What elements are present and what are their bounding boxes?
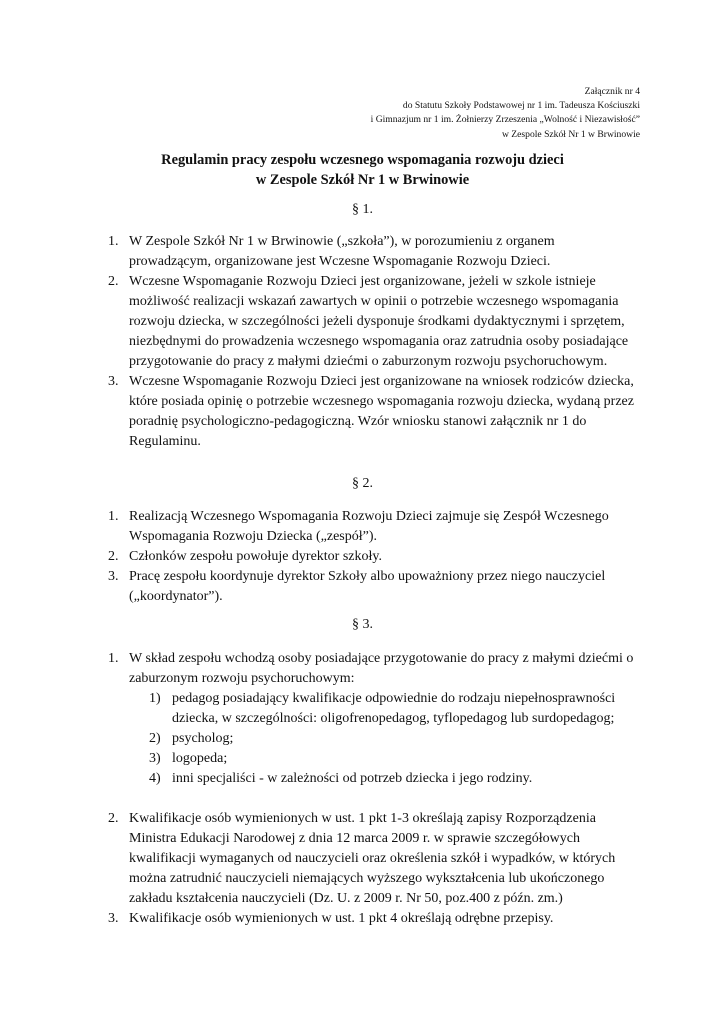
document-title bbox=[0, 150, 725, 190]
sub-item-number: 1) bbox=[149, 691, 161, 706]
item-text: W Zespole Szkół Nr 1 w Brwinowie („szkoła”), w porozumieniu z organem prowadzącym, organizowane jest Wczesne Wspomaganie Rozwoju Dzieci. bbox=[129, 234, 555, 269]
item-number: 1. bbox=[108, 651, 119, 666]
list-item bbox=[0, 567, 725, 607]
sub-item-text: logopeda; bbox=[172, 751, 228, 766]
list-item bbox=[0, 909, 725, 929]
item-text: Kwalifikacje osób wymienionych w ust. 1 pkt 1-3 określają zapisy Rozporządzenia Ministra Edukacji Narodowej z dnia 12 marca 2009 r. w sprawie szczegółowych kwalifikacji wymaganych od nauczycieli oraz określenia szkół i wypadków, w których można zatrudnić nauczycieli niemających wyższego wykształcenia lub ukończonego zakładu kształcenia nauczycieli (Dz. U. z 2009 r. Nr 50, poz.400 z późn. zm.) bbox=[129, 811, 616, 906]
section-heading: § 2. bbox=[352, 476, 373, 491]
item-text: W skład zespołu wchodzą osoby posiadające przygotowanie do pracy z małymi dziećmi o zaburzonym rozwoju psychoruchowym: bbox=[129, 651, 634, 686]
item-number: 2. bbox=[108, 274, 119, 289]
sub-list-item bbox=[0, 729, 725, 749]
sub-list-item bbox=[0, 749, 725, 769]
item-text: Członków zespołu powołuje dyrektor szkoły. bbox=[129, 549, 382, 564]
item-number: 3. bbox=[108, 374, 119, 389]
title-line: Regulamin pracy zespołu wczesnego wspomagania rozwoju dzieci bbox=[161, 152, 564, 168]
sub-item-number: 3) bbox=[149, 751, 161, 766]
sub-item-number: 4) bbox=[149, 771, 161, 786]
section-2-list bbox=[0, 507, 725, 607]
list-item bbox=[0, 547, 725, 567]
sub-list-item bbox=[0, 689, 725, 729]
list-item bbox=[0, 272, 725, 372]
item-number: 3. bbox=[108, 911, 119, 926]
item-number: 2. bbox=[108, 549, 119, 564]
header-line: do Statutu Szkoły Podstawowej nr 1 im. Tadeusza Kościuszki bbox=[402, 100, 640, 112]
list-item bbox=[0, 649, 725, 789]
header-line: w Zespole Szkół Nr 1 w Brwinowie bbox=[501, 128, 640, 140]
sub-item-text: psycholog; bbox=[172, 731, 234, 746]
item-text: Realizacją Wczesnego Wspomagania Rozwoju Dzieci zajmuje się Zespół Wczesnego Wspomagania Rozwoju Dziecka („zespół”). bbox=[129, 509, 609, 544]
sub-item-text: inni specjaliści - w zależności od potrzeb dziecka i jego rodziny. bbox=[172, 771, 533, 786]
item-text: Pracę zespołu koordynuje dyrektor Szkoły albo upoważniony przez niego nauczyciel („koordynator”). bbox=[129, 569, 606, 604]
item-text: Wczesne Wspomaganie Rozwoju Dzieci jest organizowane na wniosek rodziców dziecka, które posiada opinię o potrzebie wczesnego wspomagania rozwoju dziecka, wydaną przez poradnię psychologiczno-pedagogiczną. Wzór wniosku stanowi załącznik nr 1 do Regulaminu. bbox=[129, 374, 634, 449]
header-line: i Gimnazjum nr 1 im. Żołnierzy Zrzeszenia „Wolność i Niezawisłość” bbox=[370, 114, 640, 126]
item-text: Kwalifikacje osób wymienionych w ust. 1 pkt 4 określają odrębne przepisy. bbox=[129, 911, 554, 926]
item-text: Wczesne Wspomaganie Rozwoju Dzieci jest organizowane, jeżeli w szkole istnieje możliwość realizacji wskazań zawartych w opinii o potrzebie wczesnego wspomagania rozwoju dziecka, w szczególności jeżeli dysponuje środkami dydaktycznymi i sprzętem, niezbędnymi do prowadzenia wczesnego wspomagania oraz zatrudnia osoby posiadające przygotowanie do pracy z małymi dziećmi o zaburzonym rozwoju psychoruchowym. bbox=[129, 274, 629, 369]
item-number: 1. bbox=[108, 509, 119, 524]
section-1-list bbox=[0, 232, 725, 452]
item-number: 1. bbox=[108, 234, 119, 249]
section-heading: § 3. bbox=[352, 617, 373, 632]
sub-item-text: pedagog posiadający kwalifikacje odpowiednie do rodzaju niepełnosprawności dziecka, w szczególności: oligofrenopedagog, tyflopedagog lub surdopedagog; bbox=[172, 691, 616, 726]
item-number: 2. bbox=[108, 811, 119, 826]
title-line: w Zespole Szkół Nr 1 w Brwinowie bbox=[255, 172, 470, 188]
section-heading: § 1. bbox=[352, 202, 373, 217]
attachment-header bbox=[371, 85, 640, 142]
list-item bbox=[0, 507, 725, 547]
list-item bbox=[0, 809, 725, 909]
list-item bbox=[0, 372, 725, 452]
list-item bbox=[0, 232, 725, 272]
sub-list bbox=[0, 689, 725, 789]
item-number: 3. bbox=[108, 569, 119, 584]
sub-item-number: 2) bbox=[149, 731, 161, 746]
sub-list-item bbox=[0, 769, 725, 789]
header-line: Załącznik nr 4 bbox=[584, 86, 640, 97]
section-3-list bbox=[0, 649, 725, 929]
